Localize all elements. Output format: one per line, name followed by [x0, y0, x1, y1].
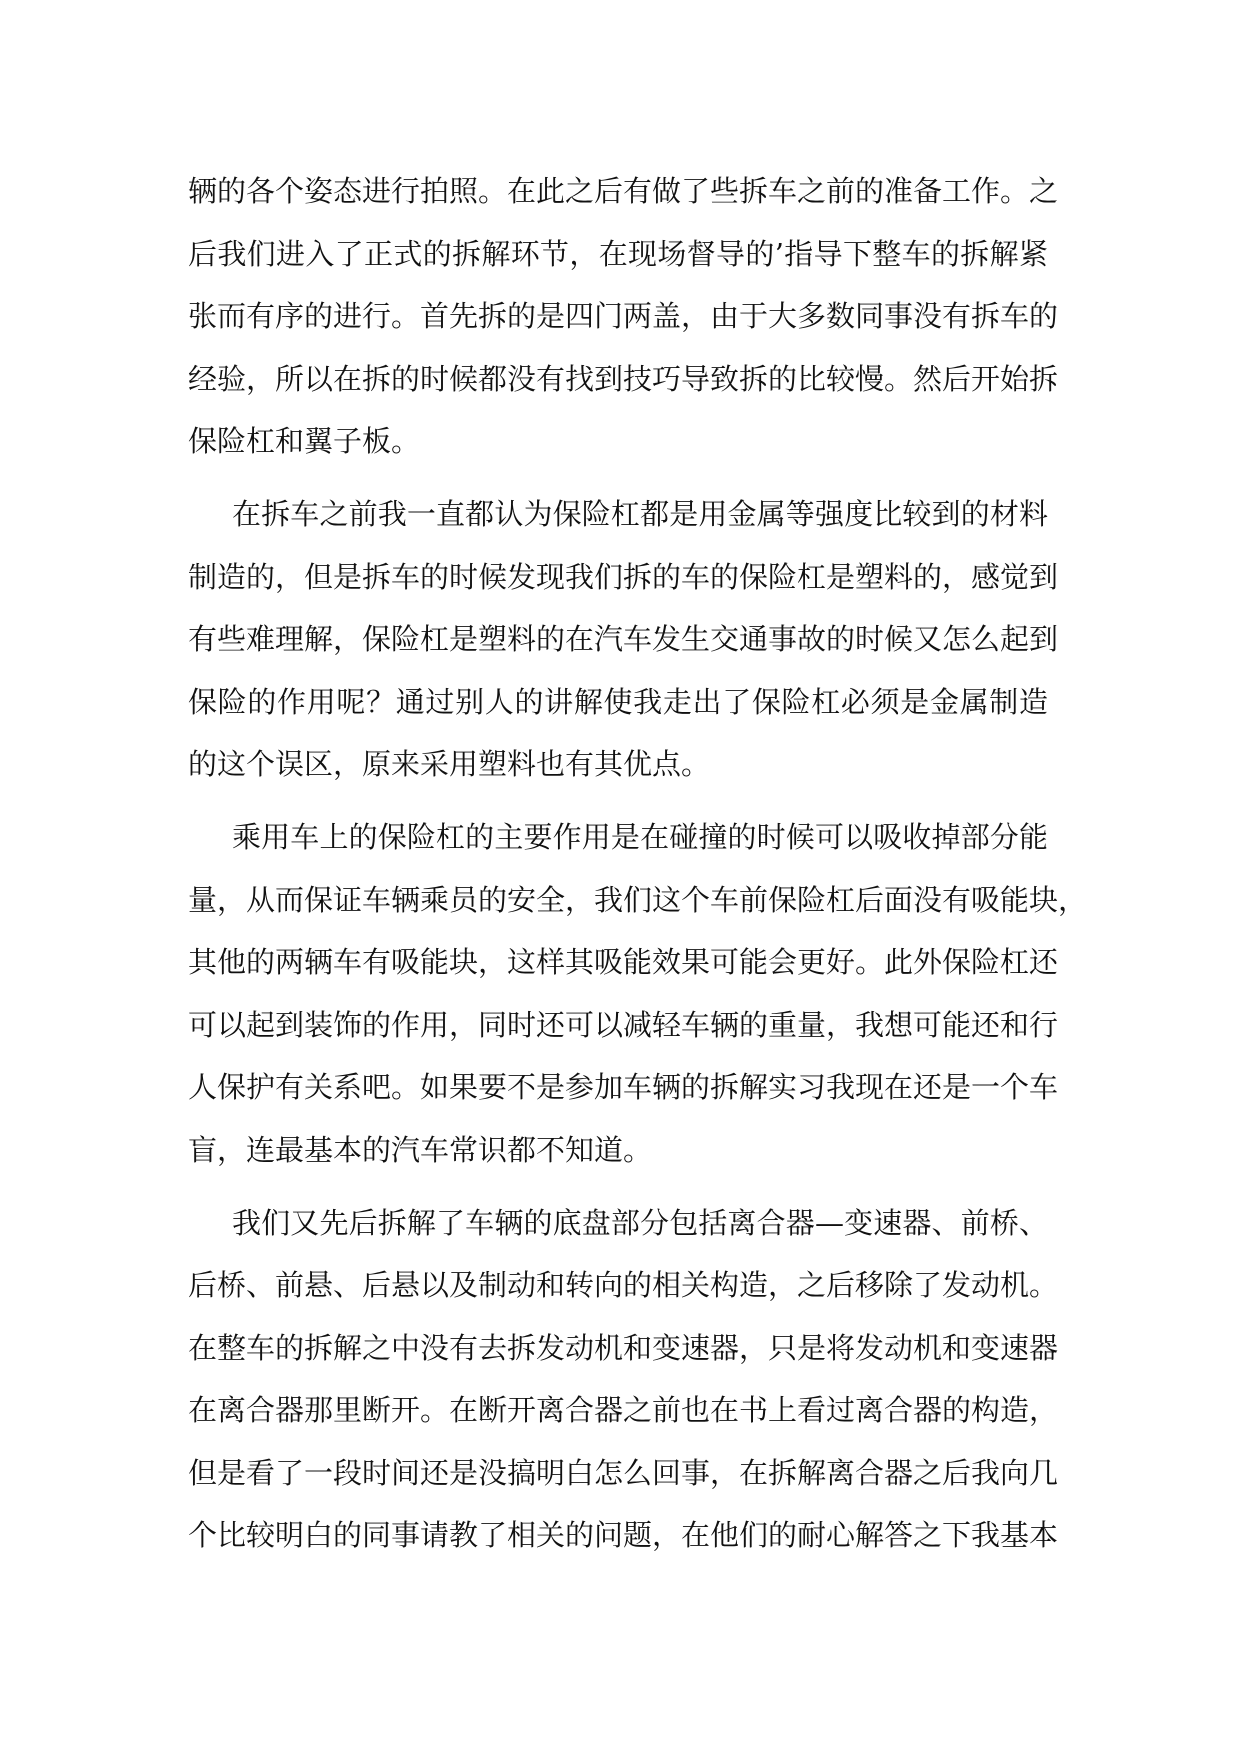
text-line: 其他的两辆车有吸能块，这样其吸能效果可能会更好。此外保险杠还 [188, 945, 1059, 980]
text-line: 保险杠和翼子板。 [188, 424, 421, 459]
text-line: 我们又先后拆解了车辆的底盘部分包括离合器—变速器、前桥、 [232, 1205, 1048, 1240]
text-line: 在整车的拆解之中没有去拆发动机和变速器，只是将发动机和变速器 [188, 1330, 1059, 1365]
text-line: 的这个误区，原来采用塑料也有其优点。 [188, 747, 711, 782]
text-line: 保险的作用呢？通过别人的讲解使我走出了保险杠必须是金属制造 [188, 684, 1048, 719]
text-line: 但是看了一段时间还是没搞明白怎么回事，在拆解离合器之后我向几 [188, 1455, 1059, 1490]
text-line: 个比较明白的同事请教了相关的问题，在他们的耐心解答之下我基本 [188, 1518, 1059, 1553]
text-line: 人保护有关系吧。如果要不是参加车辆的拆解实习我现在还是一个车 [188, 1070, 1059, 1105]
text-line: 乘用车上的保险杠的主要作用是在碰撞的时候可以吸收掉部分能 [232, 819, 1048, 854]
text-line: 可以起到装饰的作用，同时还可以减轻车辆的重量，我想可能还和行 [188, 1007, 1059, 1042]
text-line: 后桥、前悬、后悬以及制动和转向的相关构造，之后移除了发动机。 [188, 1268, 1059, 1303]
text-line: 盲，连最基本的汽车常识都不知道。 [188, 1132, 653, 1167]
text-line: 量，从而保证车辆乘员的安全，我们这个车前保险杠后面没有吸能块， [188, 882, 1088, 917]
text-line: 有些难理解，保险杠是塑料的在汽车发生交通事故的时候又怎么起到 [188, 622, 1059, 657]
paragraph-1 [188, 160, 1059, 473]
text-line: 在离合器那里断开。在断开离合器之前也在书上看过离合器的构造， [188, 1393, 1059, 1428]
text-line: 在拆车之前我一直都认为保险杠都是用金属等强度比较到的材料 [232, 496, 1048, 531]
paragraph-4 [188, 1192, 1059, 1568]
text-line: 张而有序的进行。首先拆的是四门两盖，由于大多数同事没有拆车的 [188, 299, 1059, 334]
document-body [188, 160, 1088, 1577]
text-line: 制造的，但是拆车的时候发现我们拆的车的保险杠是塑料的，感觉到 [188, 559, 1059, 594]
text-line: 辆的各个姿态进行拍照。在此之后有做了些拆车之前的准备工作。之 [188, 174, 1059, 208]
paragraph-2 [188, 483, 1059, 796]
text-line: 经验，所以在拆的时候都没有找到技巧导致拆的比较慢。然后开始拆 [188, 361, 1059, 396]
paragraph-3 [188, 806, 1088, 1182]
text-line: 后我们进入了正式的拆解环节，在现场督导的’指导下整车的拆解紧 [188, 236, 1048, 271]
